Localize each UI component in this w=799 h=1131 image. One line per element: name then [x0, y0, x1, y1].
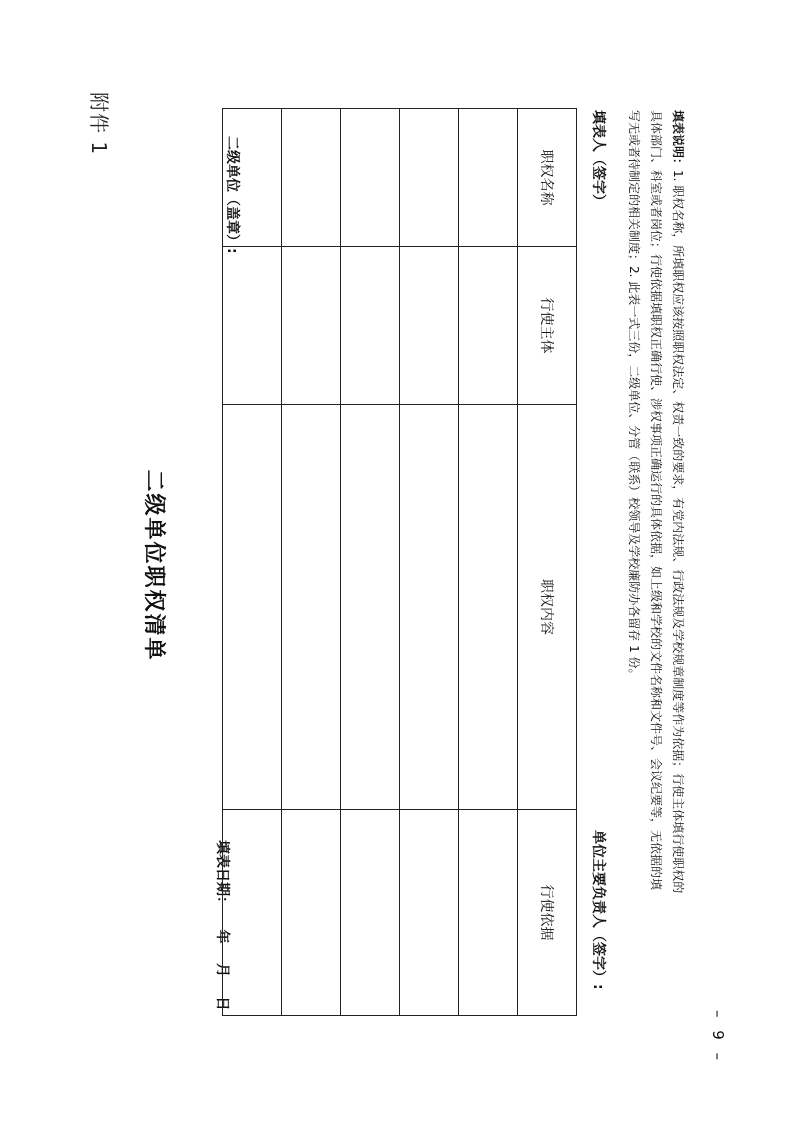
instructions-line-1: 填表说明：1. 职权名称，所填职权应该按照职权法定、权责一致的要求，有党内法规、行政法规及学校规章制度等作为依据；行使主体填行使职权的 [671, 110, 685, 894]
table-cell[interactable] [400, 405, 459, 810]
table-row [341, 109, 400, 1016]
filler-signature-label: 填表人（签字） [590, 110, 606, 208]
principal-signature-label: 单位主要负责人（签字）: [590, 830, 606, 990]
table-cell[interactable] [459, 247, 518, 405]
fill-date-label: 填表日期： 年 月 日 [214, 840, 230, 1011]
fill-instructions [623, 110, 689, 1030]
table-cell[interactable] [282, 810, 341, 1016]
table-row [282, 109, 341, 1016]
table-cell[interactable] [223, 405, 282, 810]
instructions-line-3: 写无或者待制定的相关制度；2. 此表一式三份，二级单位、分管（联系）校领导及学校廉防办各留存 1 份。 [627, 110, 641, 681]
table-cell[interactable] [223, 810, 282, 1016]
table-row [223, 109, 282, 1016]
table-cell[interactable] [341, 810, 400, 1016]
table-cell[interactable] [223, 247, 282, 405]
page-number: – 9 – [709, 1010, 727, 1065]
attachment-label: 附件 1 [87, 92, 111, 156]
table-cell[interactable] [400, 109, 459, 247]
instructions-lead: 填表说明： [671, 110, 685, 171]
table-cell[interactable] [341, 247, 400, 405]
header-executing-body: 行使主体 [518, 247, 577, 405]
table-header-row [518, 109, 577, 1016]
table-row [459, 109, 518, 1016]
table-cell[interactable] [282, 405, 341, 810]
table-cell[interactable] [400, 810, 459, 1016]
table-row [400, 109, 459, 1016]
instructions-line-2: 具体部门、科室或者岗位；行使依据填职权正确行使、涉权事项正确运行的具体依据，如上级和学校的文件名称和文件号、会议纪要等，无依据的填 [649, 110, 663, 891]
page-title: 二级单位职权清单 [141, 469, 166, 662]
table-cell[interactable] [282, 109, 341, 247]
unit-stamp-label: 二级单位（盖章）: [224, 136, 240, 254]
header-basis: 行使依据 [518, 810, 577, 1016]
table-cell[interactable] [282, 247, 341, 405]
header-authority-name: 职权名称 [518, 109, 577, 247]
authority-table [222, 108, 577, 1016]
header-authority-content: 职权内容 [518, 405, 577, 810]
table-cell[interactable] [341, 109, 400, 247]
table-cell[interactable] [459, 810, 518, 1016]
table-cell[interactable] [341, 405, 400, 810]
table-cell[interactable] [459, 109, 518, 247]
table-cell[interactable] [223, 109, 282, 247]
table-cell[interactable] [400, 247, 459, 405]
table-cell[interactable] [459, 405, 518, 810]
